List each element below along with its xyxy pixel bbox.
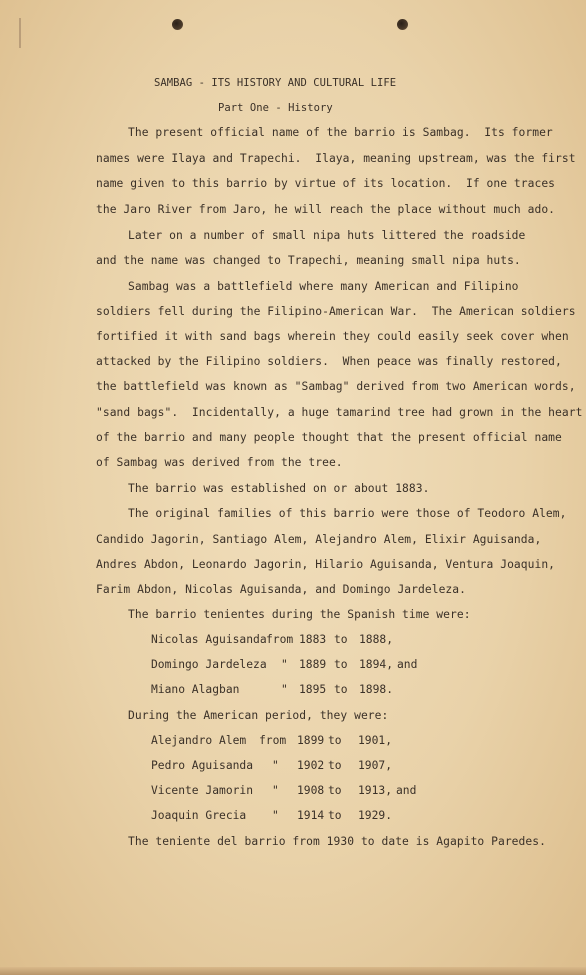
body-line: The original families of this barrio were those of Teodoro Alem, (128, 507, 567, 520)
body-line: and the name was changed to Trapechi, meaning small nipa huts. (96, 254, 521, 267)
document-subtitle: Part One - History (218, 102, 333, 114)
teniente-end-year: 1907, (358, 759, 393, 772)
teniente-start-year: 1902 (297, 759, 325, 772)
body-line: the Jaro River from Jaro, he will reach the place without much ado. (96, 203, 556, 216)
teniente-name: Nicolas Aguisanda (151, 633, 267, 646)
teniente-tail: and (396, 784, 417, 797)
teniente-to: to (328, 759, 342, 772)
teniente-start-year: 1883 (299, 633, 327, 646)
teniente-end-year: 1929. (358, 809, 393, 822)
margin-mark (19, 18, 21, 48)
body-line: name given to this barrio by virtue of its location. If one traces (96, 177, 556, 190)
american-intro: During the American period, they were: (128, 709, 389, 722)
document-title: SAMBAG - ITS HISTORY AND CULTURAL LIFE (154, 77, 397, 89)
body-line: soldiers fell during the Filipino-American War. The American soldiers (96, 305, 576, 318)
punch-hole (397, 19, 408, 30)
body-line: names were Ilaya and Trapechi. Ilaya, meaning upstream, was the first (96, 152, 576, 165)
body-line: of the barrio and many people thought that the present official name (96, 431, 562, 444)
teniente-to: to (328, 784, 342, 797)
teniente-end-year: 1898. (359, 683, 394, 696)
teniente-end-year: 1888, (359, 633, 394, 646)
body-line: Candido Jagorin, Santiago Alem, Alejandro Alem, Elixir Aguisanda, (96, 533, 542, 546)
body-line: Sambag was a battlefield where many American and Filipino (128, 280, 519, 293)
body-line: Farim Abdon, Nicolas Aguisanda, and Domingo Jardeleza. (96, 583, 466, 596)
teniente-to: to (334, 633, 348, 646)
teniente-to: to (334, 683, 348, 696)
teniente-to: to (328, 734, 342, 747)
teniente-name: Joaquin Grecia (151, 809, 247, 822)
teniente-to: to (334, 658, 348, 671)
teniente-start-year: 1899 (297, 734, 325, 747)
ditto-mark: " (272, 759, 279, 772)
page-bottom-edge (0, 967, 586, 975)
spanish-intro: The barrio tenientes during the Spanish time were: (128, 608, 471, 621)
ditto-mark: " (272, 809, 279, 822)
teniente-name: Domingo Jardeleza (151, 658, 267, 671)
teniente-start-year: 1908 (297, 784, 325, 797)
teniente-end-year: 1913, (358, 784, 393, 797)
body-line: The barrio was established on or about 1883. (128, 482, 430, 495)
teniente-name: Pedro Aguisanda (151, 759, 254, 772)
teniente-from: from (266, 633, 294, 646)
teniente-to: to (328, 809, 342, 822)
ditto-mark: " (281, 658, 288, 671)
body-line: of Sambag was derived from the tree. (96, 456, 343, 469)
ditto-mark: " (281, 683, 288, 696)
teniente-name: Miano Alagban (151, 683, 240, 696)
teniente-from: from (259, 734, 287, 747)
teniente-name: Vicente Jamorin (151, 784, 254, 797)
teniente-end-year: 1901, (358, 734, 393, 747)
teniente-name: Alejandro Alem (151, 734, 247, 747)
punch-hole (172, 19, 183, 30)
closing-line: The teniente del barrio from 1930 to date is Agapito Paredes. (128, 835, 546, 848)
body-line: "sand bags". Incidentally, a huge tamarind tree had grown in the heart (96, 406, 583, 419)
body-line: Andres Abdon, Leonardo Jagorin, Hilario Aguisanda, Ventura Joaquin, (96, 558, 556, 571)
body-line: The present official name of the barrio is Sambag. Its former (128, 126, 553, 139)
body-line: fortified it with sand bags wherein they could easily seek cover when (96, 330, 569, 343)
body-line: the battlefield was known as "Sambag" derived from two American words, (96, 380, 576, 393)
teniente-start-year: 1895 (299, 683, 327, 696)
body-line: attacked by the Filipino soldiers. When peace was finally restored, (96, 355, 562, 368)
teniente-tail: and (397, 658, 418, 671)
teniente-start-year: 1889 (299, 658, 327, 671)
teniente-start-year: 1914 (297, 809, 325, 822)
body-line: Later on a number of small nipa huts littered the roadside (128, 229, 526, 242)
ditto-mark: " (272, 784, 279, 797)
teniente-end-year: 1894, (359, 658, 394, 671)
